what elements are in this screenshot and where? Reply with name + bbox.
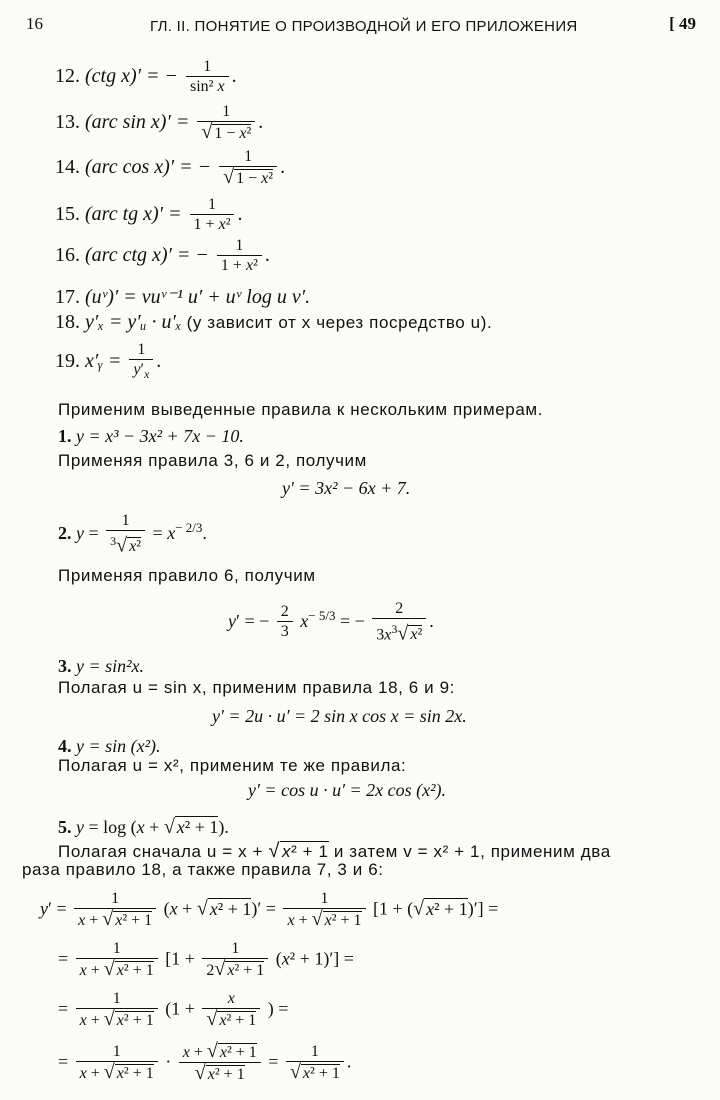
derivation-line-2: = $\frac{1}{\text{x + √ x² + 1}}$ [1 + $\frac{1}{\text{2√ x² + 1}}$ (x² + 1)′] = (58, 940, 354, 980)
example-3-text: Полагая u = sin x, применим правила 18, 6 и 9: (58, 678, 455, 697)
fraction: $\frac{1}{\text{x + √ x² + 1}}$ (76, 1043, 158, 1084)
example-expr: y = sin²x. (76, 656, 145, 676)
rule-expr: y′ₓ = y′ᵤ · u′ₓ (85, 311, 182, 333)
example-expr: y = x³ − 3x² + 7x − 10. (76, 426, 244, 446)
fraction: $\frac{1}{\text{√ 1 − x²}}$ (197, 103, 255, 144)
example-2-result: y′ = − $\frac{2}{3}$ $x^{- 5/3}$ = − $\frac{2}{3x^3√ x^2}$ . (228, 600, 434, 645)
example-5: 5. y = log (x + √ x² + 1). (58, 816, 229, 838)
page-number: 16 (26, 14, 43, 33)
chapter-title: ГЛ. II. ПОНЯТИЕ О ПРОИЗВОДНОЙ И ЕГО ПРИЛОЖЕНИЯ (150, 18, 578, 35)
rule-lhs: (arc ctg x)′ = − (85, 244, 209, 267)
derivation-line-4: = $\frac{1}{\text{x + √ x² + 1}}$ · $\frac{\text{x + √ x² + 1}}{\text{√ x² + 1}}$ = $\frac{1}{\text{√ x² + 1}}$ . (58, 1040, 352, 1084)
fraction: $\frac{1}{\text{x + √ x² + 1}}$ (76, 990, 158, 1031)
rule-14: 14. (arc cos x)′ = − $\frac{1}{\text{√ 1 − x²}}$ . (55, 148, 286, 188)
example-3-result: y′ = 2u · u′ = 2 sin x cos x = sin 2x. (212, 706, 467, 726)
fraction: $\frac{x}{\text{√ x² + 1}}$ (202, 990, 260, 1031)
fraction: $\frac{1}{\text{x + √ x² + 1}}$ (74, 890, 156, 931)
fraction: $\frac{1}{\text{√ 1 − x²}}$ (219, 148, 277, 189)
rule-number: 15. (55, 203, 80, 226)
example-label: 5. (58, 817, 72, 837)
rule-note: (y зависит от x через посредство u). (186, 313, 493, 332)
example-1-text: Применяя правила 3, 6 и 2, получим (58, 451, 367, 470)
derivation-line-1: y′ = $\frac{1}{\text{x + √ x² + 1}}$ (x + √ x² + 1)′ = $\frac{1}{\text{x + √ x² + 1}}$ [1 + (√ x² + 1)′] = (40, 890, 499, 930)
rule-expr: (uᵛ)′ = vuᵛ⁻¹ u′ + uᵛ log u v′. (85, 286, 311, 308)
rule-number: 19. (55, 350, 80, 373)
fraction: $\frac{1}{\text{1 + x²}}$ (217, 237, 262, 276)
example-5-text: Полагая сначала u = x + √ x² + 1 и затем v = x² + 1, применим два (58, 840, 611, 862)
rule-17 (55, 284, 310, 309)
example-1-result: y′ = 3x² − 6x + 7. (282, 478, 411, 498)
rule-lhs: (arc tg x)′ = (85, 203, 182, 226)
example-3 (58, 656, 144, 677)
rule-number: 14. (55, 156, 80, 179)
rule-19: 19. x′ᵧ = $\frac{1}{y'_x}$ . (55, 341, 161, 384)
fraction: $\frac{2}{3}$ (277, 603, 293, 642)
text-part: и затем v = x² + 1, применим два (333, 842, 611, 861)
rule-15: 15. (arc tg x)′ = $\frac{1}{\text{1 + x²}}$ . (55, 196, 243, 233)
example-5-text-2: раза правило 18, а также правила 7, 3 и 6: (22, 860, 384, 879)
fraction: $\frac{1}{^3√ x^2}$ (106, 512, 145, 557)
fraction: $\frac{1}{\text{x + √ x² + 1}}$ (283, 890, 365, 931)
example-label: 1. (58, 426, 72, 446)
intro-text: Применим выведенные правила к нескольким примерам. (58, 400, 544, 419)
rule-lhs: (ctg x)′ = − (85, 65, 178, 88)
fraction: $\frac{1}{\text{2√ x² + 1}}$ (202, 940, 268, 981)
example-1 (58, 426, 244, 447)
rule-16: 16. (arc ctg x)′ = − $\frac{1}{\text{1 + x²}}$ . (55, 237, 270, 274)
rule-12: 12. (ctg x)′ = − $\frac{1}{\text{sin² x}}$ . (55, 58, 237, 95)
fraction: $\frac{2}{3x^3√ x^2}$ (372, 600, 426, 645)
rule-number: 18. (55, 311, 80, 333)
rule-number: 16. (55, 244, 80, 267)
rule-number: 17. (55, 286, 80, 308)
rule-18 (55, 311, 492, 334)
rule-13: 13. (arc sin x)′ = $\frac{1}{\text{√ 1 − x²}}$ . (55, 103, 264, 143)
text-part: Полагая сначала u = x + (58, 842, 264, 861)
example-label: 2. (58, 522, 72, 543)
rule-lhs: (arc sin x)′ = (85, 111, 190, 134)
rule-lhs: (arc cos x)′ = − (85, 156, 212, 179)
example-label: 4. (58, 736, 72, 756)
section-number: [ 49 (669, 14, 696, 33)
rule-number: 12. (55, 65, 80, 88)
fraction: $\frac{\text{x + √ x² + 1}}{\text{√ x² + 1}}$ (179, 1042, 261, 1085)
fraction: $\frac{1}{\text{1 + x²}}$ (190, 196, 235, 235)
example-expr: y = sin (x²). (76, 736, 161, 756)
example-4-text: Полагая u = x², применим те же правила: (58, 756, 407, 775)
example-4 (58, 736, 161, 757)
example-label: 3. (58, 656, 72, 676)
fraction: $\frac{1}{y'_x}$ (129, 341, 153, 384)
rule-lhs: x′ᵧ = (85, 350, 122, 373)
rule-number: 13. (55, 111, 80, 134)
fraction: $\frac{1}{\text{√ x² + 1}}$ (286, 1043, 344, 1084)
derivation-line-3: = $\frac{1}{\text{x + √ x² + 1}}$ (1 + $\frac{x}{\text{√ x² + 1}}$ ) = (58, 990, 289, 1030)
example-4-result: y′ = cos u · u′ = 2x cos (x²). (248, 780, 447, 800)
example-2-text: Применяя правило 6, получим (58, 566, 316, 585)
example-2: 2. y = $\frac{1}{^3√ x^2}$ = $x^{- 2/3}$. (58, 512, 207, 557)
fraction: $\frac{1}{\text{x + √ x² + 1}}$ (76, 940, 158, 981)
fraction: $\frac{1}{\text{sin² x}}$ (186, 58, 229, 97)
